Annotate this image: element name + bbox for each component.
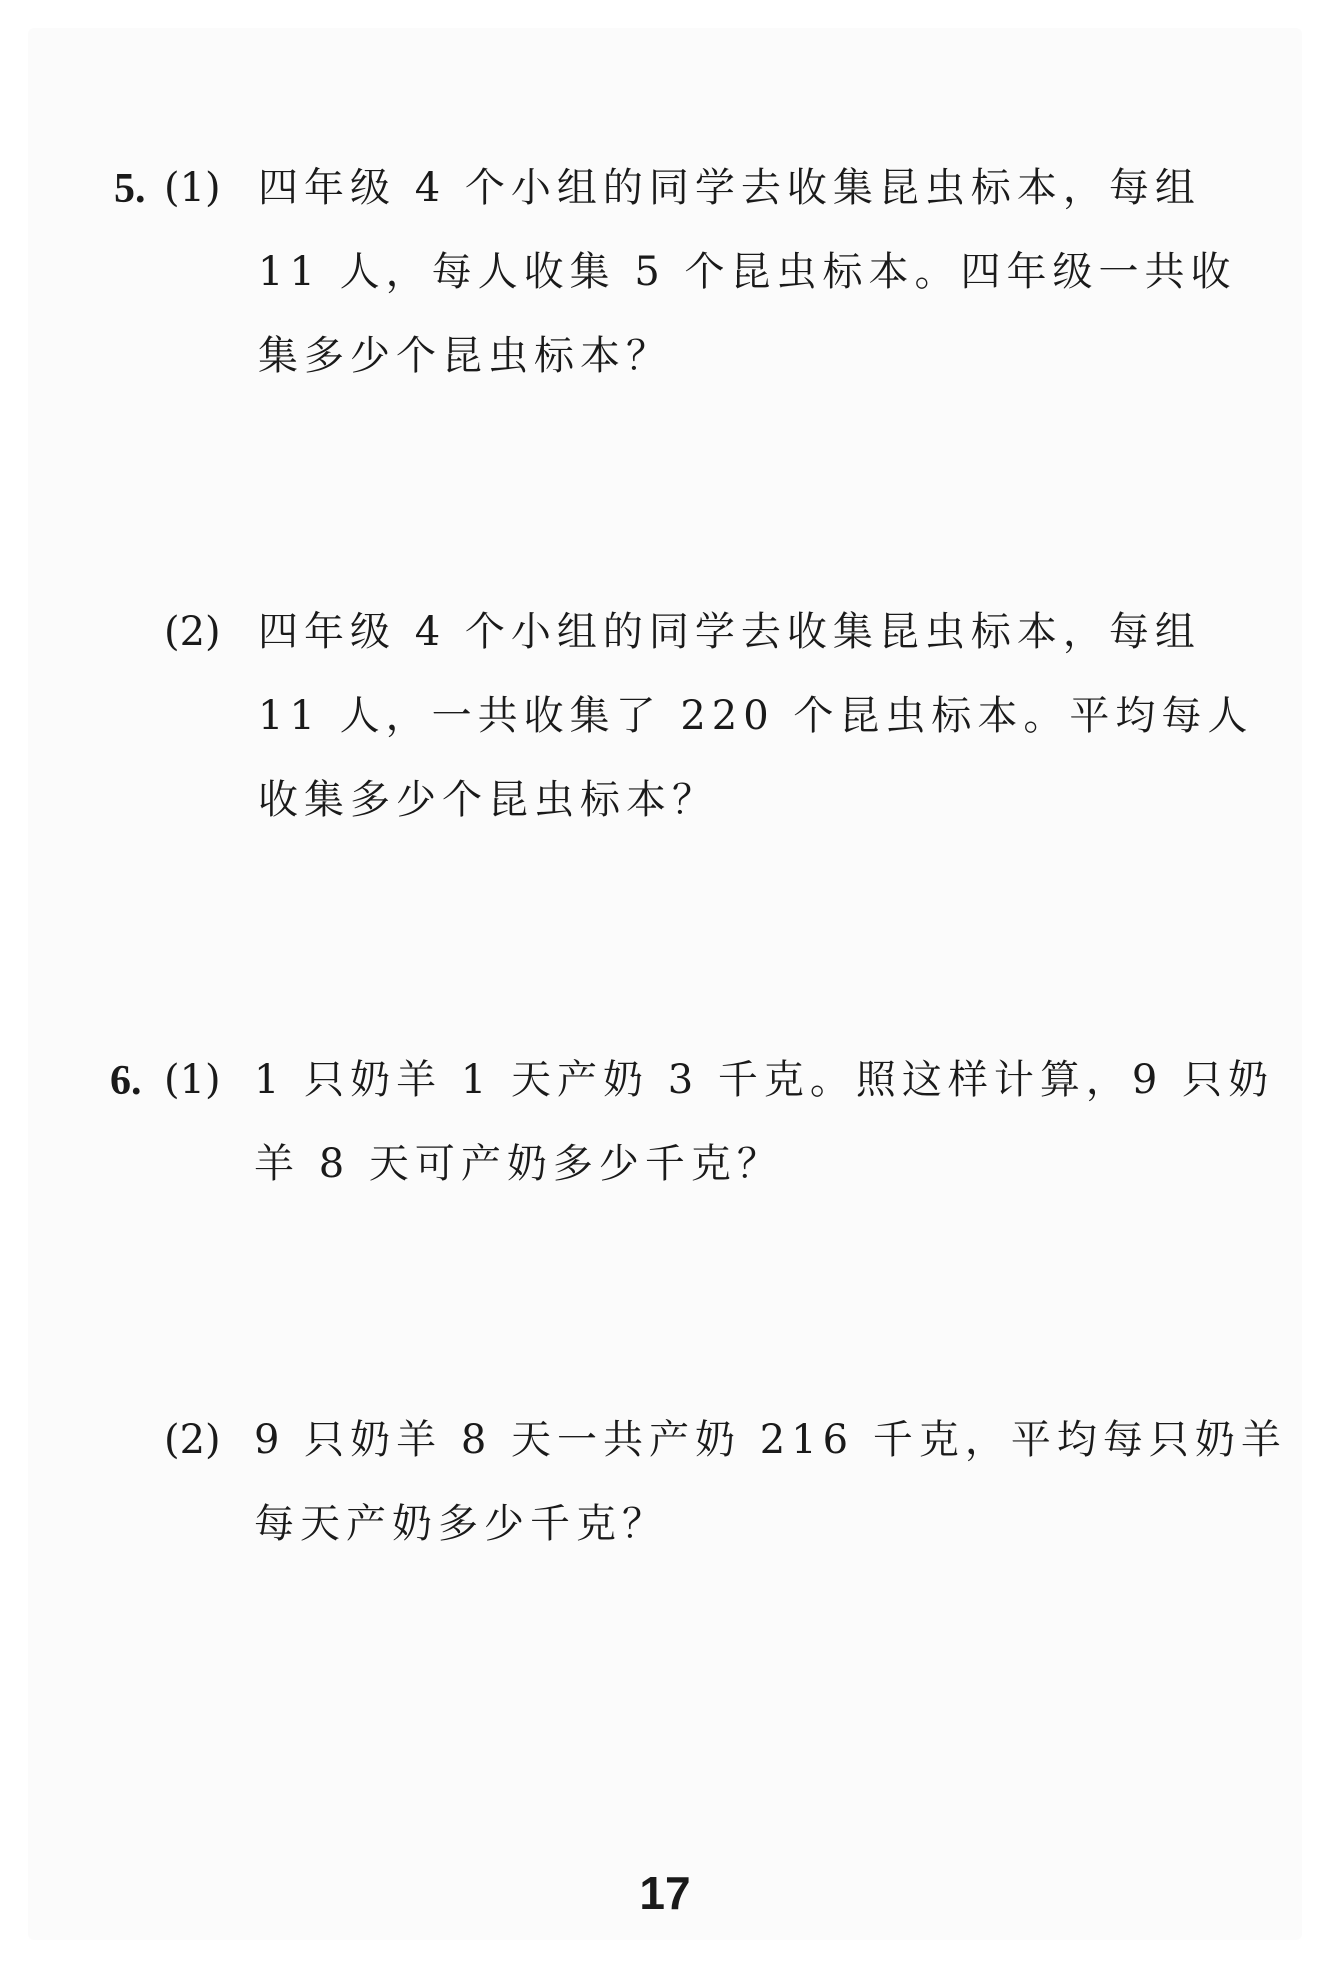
- page-number: 17: [639, 1867, 691, 1919]
- question-5-part-1-label: (1): [164, 165, 221, 211]
- question-6-part-1-line-2: 羊 8 天可产奶多少千克？: [254, 1141, 783, 1187]
- question-6-part-2-label: (2): [164, 1417, 221, 1463]
- question-5-part-2-line-2: 11 人，一共收集了 220 个昆虫标本。平均每人: [258, 693, 1254, 739]
- question-5-part-2-label: (2): [164, 609, 221, 655]
- question-5-part-2-line-3: 收集多少个昆虫标本？: [258, 777, 718, 823]
- question-6-part-2-line-1: 9 只奶羊 8 天一共产奶 216 千克，平均每只奶羊: [254, 1417, 1287, 1463]
- question-5-part-2-line-1: 四年级 4 个小组的同学去收集昆虫标本，每组: [258, 609, 1201, 655]
- question-5-part-1-line-1: 四年级 4 个小组的同学去收集昆虫标本，每组: [258, 165, 1201, 211]
- question-6-part-2-line-2: 每天产奶多少千克？: [254, 1501, 668, 1547]
- question-5-part-1-line-2: 11 人，每人收集 5 个昆虫标本。四年级一共收: [258, 249, 1237, 295]
- question-5-number: 5.: [114, 166, 146, 212]
- question-5-part-1-line-3: 集多少个昆虫标本？: [258, 333, 672, 379]
- question-6-part-1-line-1: 1 只奶羊 1 天产奶 3 千克。照这样计算，9 只奶: [254, 1057, 1275, 1103]
- page-background: [28, 28, 1302, 1940]
- question-6-number: 6.: [110, 1058, 142, 1104]
- question-6-part-1-label: (1): [164, 1057, 221, 1103]
